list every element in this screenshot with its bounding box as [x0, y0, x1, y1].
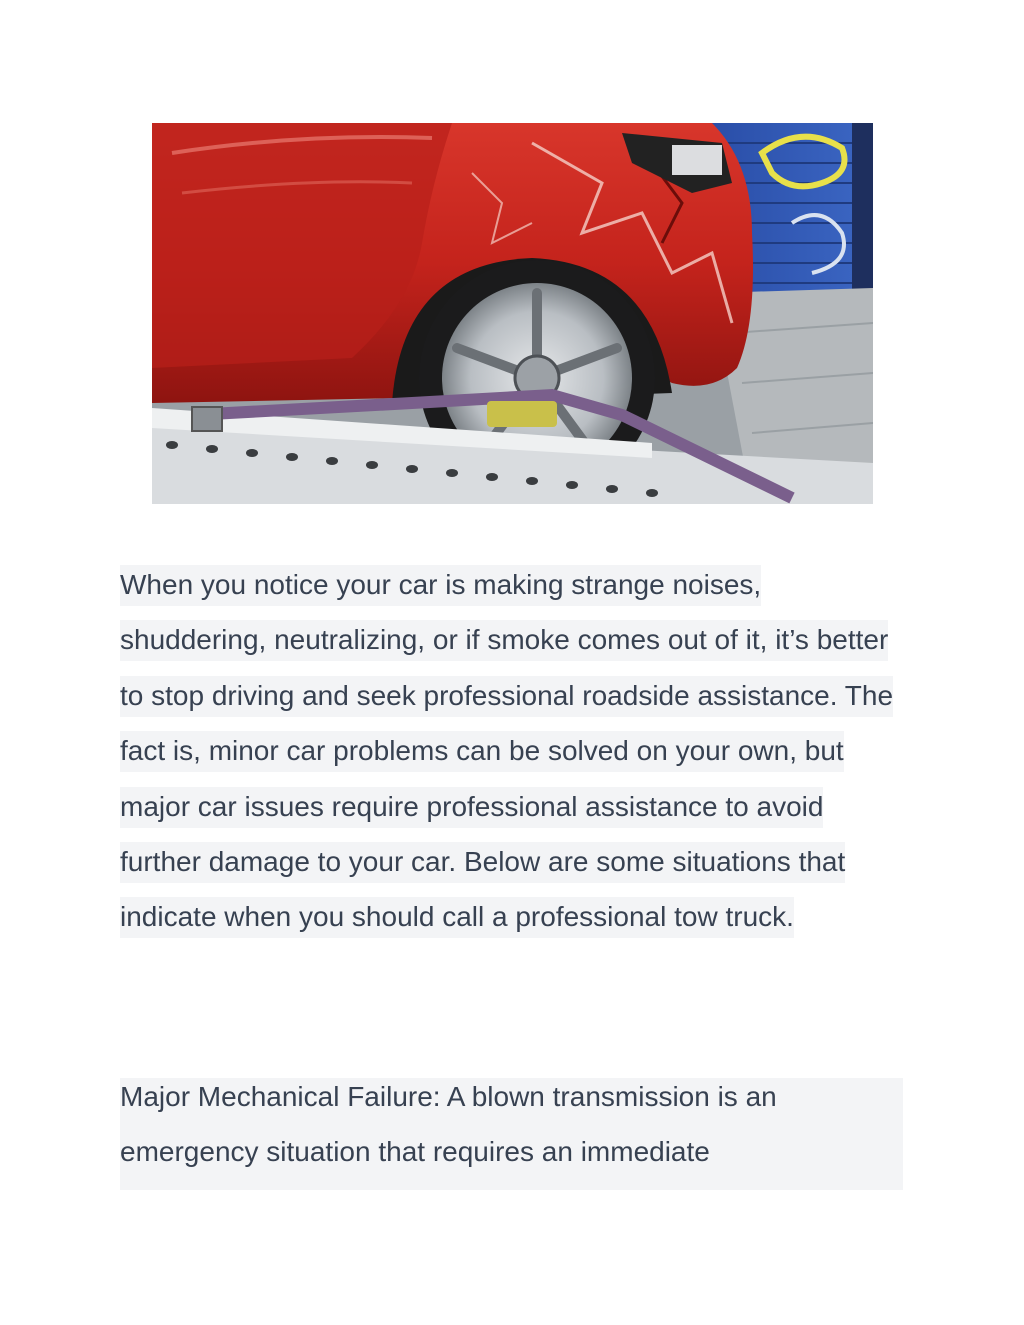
- mechanical-failure-paragraph: Major Mechanical Failure: A blown transmission is an emergency situation that requires an immediate: [120, 1081, 777, 1168]
- intro-paragraph-text: When you notice your car is making strange noises, shuddering, neutralizing, or if smoke comes out of it, it’s better to stop driving and seek professional roadside assistance. The fact is, minor car problems can be solved on your own, but major car issues require professional assistance to avoid further damage to your car. Below are some situations that indicate when you should call a professional tow truck.: [120, 565, 893, 938]
- car-on-tow-truck-illustration: [152, 123, 873, 504]
- intro-paragraph: [120, 557, 910, 945]
- damaged-car-photo: [152, 123, 873, 504]
